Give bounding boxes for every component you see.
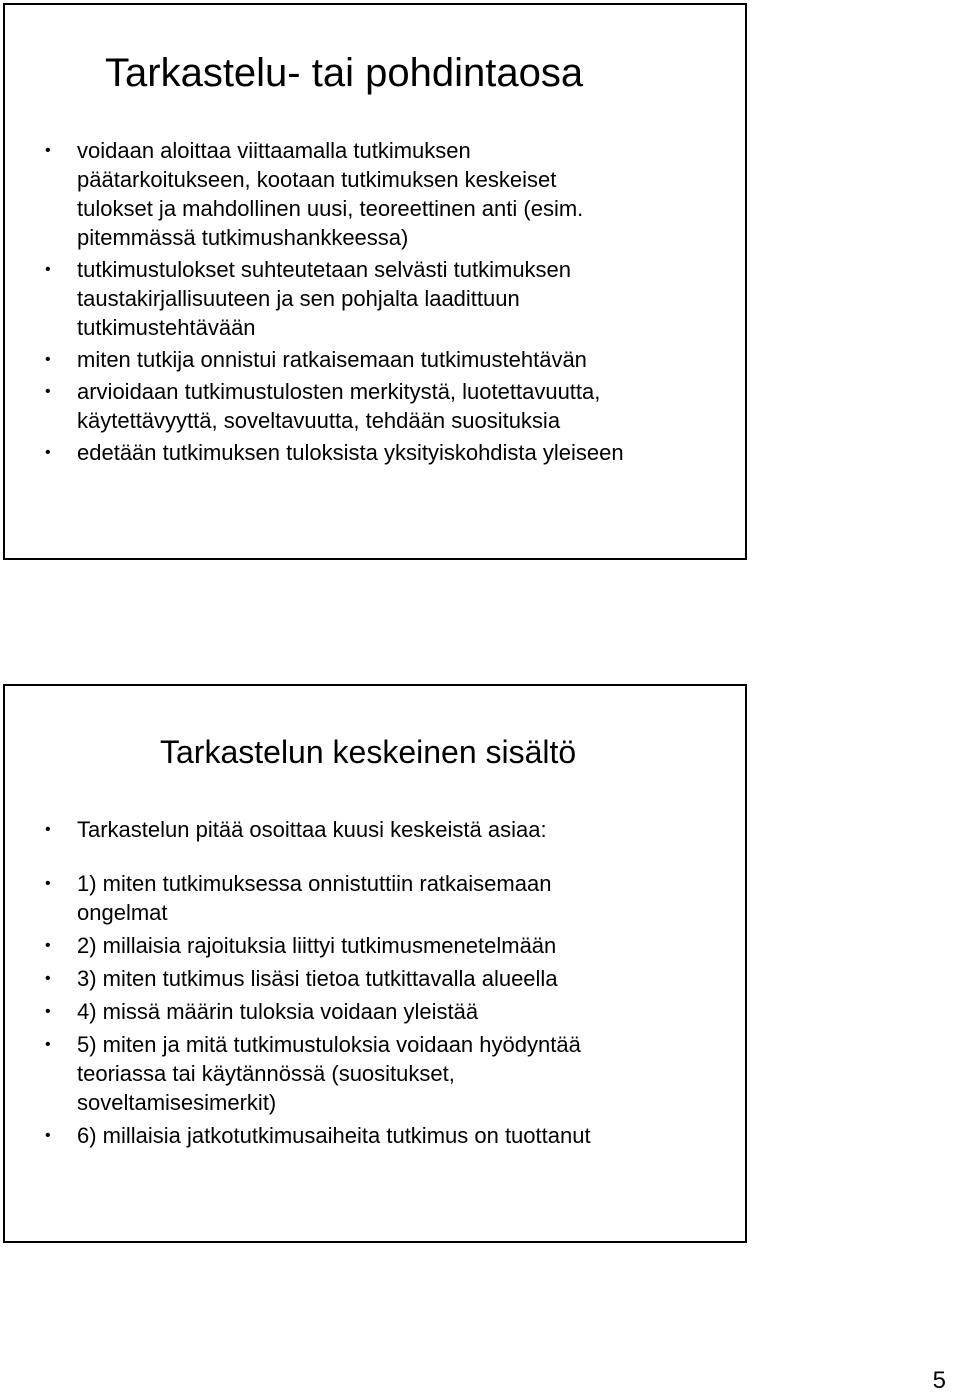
bullet-item [5,869,745,927]
bullet-text: Tarkastelun pitää osoittaa kuusi keskeistä asiaa: [77,817,547,842]
bullet-icon: • [45,351,51,368]
slide-title: Tarkastelun keskeinen sisältö [160,734,577,770]
bullet-text: 4) missä määrin tuloksia voidaan yleistää [77,999,479,1024]
bullet-list [5,815,745,1154]
bullet-text: edetään tutkimuksen tuloksista yksityiskohdista yleiseen [77,440,624,465]
slide-tarkastelu [3,3,747,560]
bullet-icon: • [45,875,51,892]
page-number: 5 [932,1367,946,1394]
bullet-item [5,1121,745,1150]
bullet-text: 6) millaisia jatkotutkimusaiheita tutkimus on tuottanut [77,1123,591,1148]
bullet-item [5,377,745,435]
bullet-text: 5) miten ja mitä tutkimustuloksia voidaan hyödyntää teoriassa tai käytännössä (suositukset, soveltamisesimerkit) [77,1032,581,1115]
bullet-text: 2) millaisia rajoituksia liittyi tutkimusmenetelmään [77,933,557,958]
bullet-icon: • [45,937,51,954]
bullet-list [5,136,745,470]
bullet-icon: • [45,1003,51,1020]
bullet-text: miten tutkija onnistui ratkaisemaan tutkimustehtävän [77,347,587,372]
slide-title: Tarkastelu- tai pohdintaosa [105,51,584,95]
bullet-icon: • [45,383,51,400]
bullet-item [5,345,745,374]
bullet-icon: • [45,1127,51,1144]
bullet-icon: • [45,444,51,461]
bullet-text: 1) miten tutkimuksessa onnistuttiin ratkaisemaan ongelmat [77,871,552,925]
bullet-icon: • [45,1036,51,1053]
bullet-text: tutkimustulokset suhteutetaan selvästi tutkimuksen taustakirjallisuuteen ja sen pohjalta laadittuun tutkimustehtävään [77,257,572,340]
bullet-item [5,931,745,960]
bullet-text: voidaan aloittaa viittaamalla tutkimuksen päätarkoitukseen, kootaan tutkimuksen keskeiset tulokset ja mahdollinen uusi, teoreettinen anti (esim. pitemmässä tutkimushankkeessa) [77,138,584,250]
bullet-text: arvioidaan tutkimustulosten merkitystä, luotettavuutta, käytettävyyttä, soveltavuutta, tehdään suosituksia [77,379,601,433]
bullet-item [5,438,745,467]
bullet-text: 3) miten tutkimus lisäsi tietoa tutkittavalla alueella [77,966,558,991]
bullet-item [5,964,745,993]
bullet-icon: • [45,970,51,987]
bullet-item [5,136,745,252]
bullet-item [5,997,745,1026]
bullet-icon: • [45,261,51,278]
bullet-icon: • [45,142,51,159]
bullet-item [5,815,745,844]
slide-tarkastelun-sisalto [3,684,747,1243]
bullet-icon: • [45,821,51,838]
bullet-item [5,1030,745,1117]
bullet-item [5,255,745,342]
